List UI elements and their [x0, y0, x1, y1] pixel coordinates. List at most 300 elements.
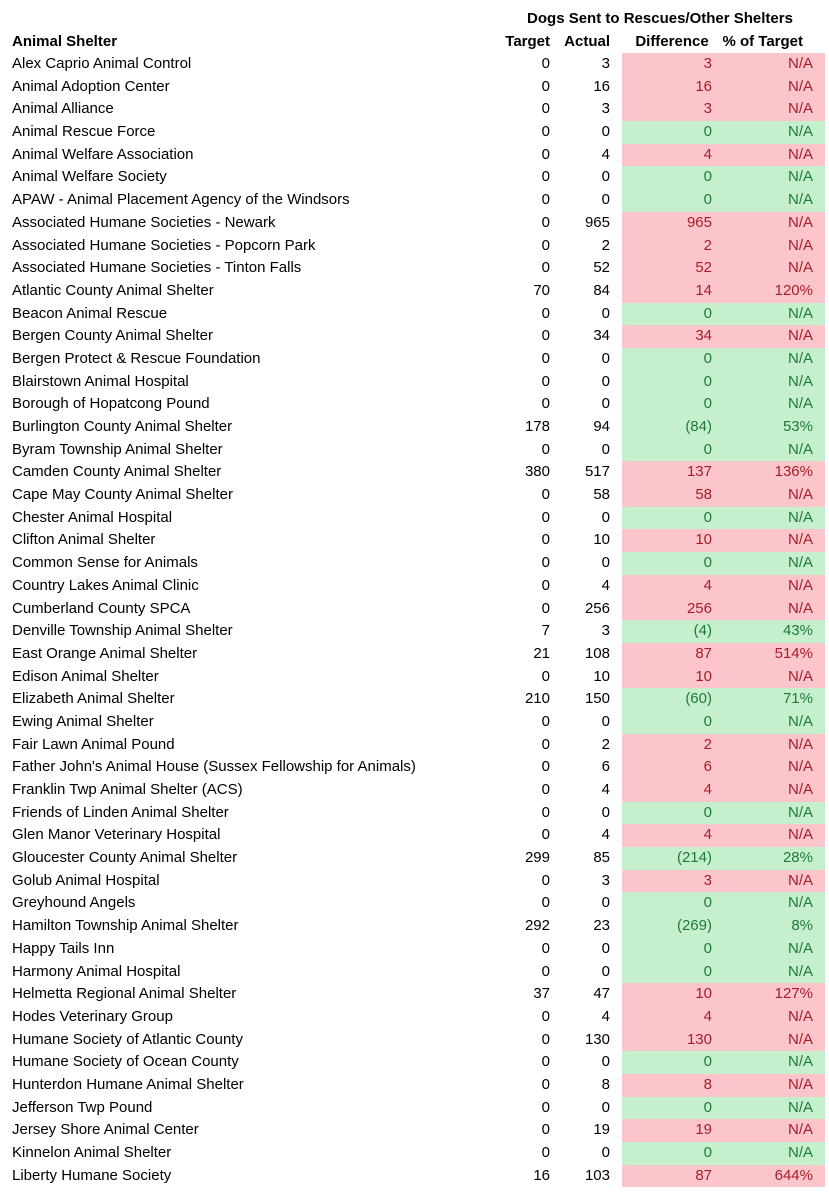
actual-cell: 34 [593, 327, 610, 345]
difference-cell: 4 [622, 1006, 722, 1029]
difference-cell: 52 [622, 257, 722, 280]
actual-cell: 0 [601, 554, 610, 572]
table-row [0, 575, 829, 598]
pct-of-target-cell: N/A [722, 1142, 825, 1165]
pct-of-target-cell: N/A [722, 552, 825, 575]
actual-cell: 3 [601, 55, 610, 72]
shelter-name-cell: Animal Alliance [12, 100, 114, 118]
table-row [0, 189, 829, 212]
actual-cell: 6 [601, 758, 610, 776]
target-cell: 70 [533, 281, 550, 299]
pct-of-target-cell: N/A [722, 1119, 825, 1142]
table-row [0, 779, 829, 802]
pct-of-target-cell: N/A [722, 257, 825, 280]
difference-cell: 3 [622, 53, 722, 76]
target-cell: 0 [541, 962, 550, 980]
pct-of-target-cell: N/A [722, 348, 825, 371]
pct-of-target-cell: N/A [722, 824, 825, 847]
target-cell: 0 [541, 531, 550, 549]
actual-cell: 256 [584, 599, 610, 617]
actual-cell: 4 [601, 1007, 610, 1025]
target-cell: 16 [533, 1166, 550, 1184]
shelter-name-cell: Greyhound Angels [12, 894, 136, 912]
difference-cell: 0 [622, 439, 722, 462]
difference-cell: (214) [622, 847, 722, 870]
pct-of-target-cell: N/A [722, 734, 825, 757]
difference-cell: 4 [622, 779, 722, 802]
actual-cell: 4 [601, 576, 610, 594]
pct-of-target-cell: N/A [722, 598, 825, 621]
shelter-name-cell: Cape May County Animal Shelter [12, 486, 233, 504]
target-cell: 0 [541, 735, 550, 753]
target-cell: 0 [541, 236, 550, 254]
target-cell: 0 [541, 712, 550, 730]
pct-of-target-cell: N/A [722, 1074, 825, 1097]
shelter-name-cell: Animal Welfare Society [12, 168, 167, 186]
difference-cell: 0 [622, 393, 722, 416]
column-header-pct-of-target: % of Target [722, 33, 803, 50]
difference-cell: 2 [622, 734, 722, 757]
table-row [0, 1097, 829, 1120]
target-cell: 0 [541, 77, 550, 95]
pct-of-target-cell: N/A [722, 575, 825, 598]
actual-cell: 3 [601, 100, 610, 118]
table-row [0, 552, 829, 575]
target-cell: 37 [533, 985, 550, 1003]
target-cell: 210 [524, 690, 550, 708]
shelter-name-cell: Blairstown Animal Hospital [12, 372, 189, 390]
actual-cell: 23 [593, 917, 610, 935]
actual-cell: 108 [584, 644, 610, 662]
shelter-name-cell: Father John's Animal House (Sussex Fellowship for Animals) [12, 758, 416, 776]
difference-cell: 0 [622, 802, 722, 825]
table-row [0, 235, 829, 258]
table-row [0, 76, 829, 99]
difference-cell: 6 [622, 756, 722, 779]
difference-cell: 87 [622, 643, 722, 666]
pct-of-target-cell: 514% [722, 643, 825, 666]
pct-of-target-cell: N/A [722, 711, 825, 734]
group-header-row [0, 0, 829, 30]
target-cell: 0 [541, 576, 550, 594]
column-header-target: Target [505, 33, 550, 50]
table-row [0, 1006, 829, 1029]
difference-cell: 4 [622, 144, 722, 167]
target-cell: 0 [541, 123, 550, 141]
table-row [0, 1165, 829, 1188]
actual-cell: 0 [601, 191, 610, 209]
target-cell: 0 [541, 1098, 550, 1116]
pct-of-target-cell: N/A [722, 507, 825, 530]
table-row [0, 1119, 829, 1142]
shelter-name-cell: Clifton Animal Shelter [12, 531, 156, 549]
shelter-name-cell: Jersey Shore Animal Center [12, 1121, 199, 1139]
pct-of-target-cell: N/A [722, 235, 825, 258]
shelter-name-cell: Friends of Linden Animal Shelter [12, 803, 229, 821]
difference-cell: 0 [622, 892, 722, 915]
pct-of-target-cell: N/A [722, 144, 825, 167]
pct-of-target-cell: N/A [722, 393, 825, 416]
actual-cell: 16 [593, 77, 610, 95]
difference-cell: 256 [622, 598, 722, 621]
actual-cell: 130 [584, 1030, 610, 1048]
pct-of-target-cell: N/A [722, 870, 825, 893]
table-row [0, 847, 829, 870]
difference-cell: 0 [622, 1142, 722, 1165]
difference-cell: 4 [622, 824, 722, 847]
table-row [0, 802, 829, 825]
shelter-name-cell: Bergen Protect & Rescue Foundation [12, 349, 261, 367]
target-cell: 0 [541, 939, 550, 957]
target-cell: 0 [541, 100, 550, 118]
difference-cell: 2 [622, 235, 722, 258]
actual-cell: 0 [601, 395, 610, 413]
pct-of-target-cell: N/A [722, 666, 825, 689]
difference-cell: 58 [622, 484, 722, 507]
actual-cell: 150 [584, 690, 610, 708]
actual-cell: 84 [593, 281, 610, 299]
pct-of-target-cell: 43% [722, 620, 825, 643]
pct-of-target-cell: 71% [722, 688, 825, 711]
shelter-name-cell: East Orange Animal Shelter [12, 644, 198, 662]
difference-cell: 0 [622, 189, 722, 212]
actual-cell: 3 [601, 871, 610, 889]
pct-of-target-cell: 120% [722, 280, 825, 303]
table-row [0, 507, 829, 530]
difference-cell: 0 [622, 1051, 722, 1074]
pct-of-target-cell: 127% [722, 983, 825, 1006]
target-cell: 0 [541, 1053, 550, 1071]
table-row [0, 393, 829, 416]
pct-of-target-cell: 28% [722, 847, 825, 870]
table-row [0, 870, 829, 893]
target-cell: 292 [524, 917, 550, 935]
target-cell: 0 [541, 1121, 550, 1139]
table-row [0, 371, 829, 394]
target-cell: 0 [541, 168, 550, 186]
difference-cell: 0 [622, 303, 722, 326]
difference-cell: 0 [622, 121, 722, 144]
pct-of-target-cell: N/A [722, 76, 825, 99]
actual-cell: 4 [601, 145, 610, 163]
actual-cell: 47 [593, 985, 610, 1003]
target-cell: 0 [541, 327, 550, 345]
target-cell: 0 [541, 781, 550, 798]
shelter-name-cell: Ewing Animal Shelter [12, 712, 154, 730]
actual-cell: 0 [601, 1098, 610, 1116]
table-row [0, 983, 829, 1006]
target-cell: 0 [541, 894, 550, 912]
table-row [0, 212, 829, 235]
table-row [0, 756, 829, 779]
difference-cell: 0 [622, 166, 722, 189]
pct-of-target-cell: N/A [722, 212, 825, 235]
table-row [0, 734, 829, 757]
pct-of-target-cell: 644% [722, 1165, 825, 1188]
table-row [0, 53, 829, 76]
difference-cell: 34 [622, 325, 722, 348]
difference-cell: 14 [622, 280, 722, 303]
actual-cell: 58 [593, 486, 610, 504]
table-row [0, 643, 829, 666]
actual-cell: 52 [593, 259, 610, 277]
table-row [0, 280, 829, 303]
difference-cell: 4 [622, 575, 722, 598]
shelter-name-cell: Helmetta Regional Animal Shelter [12, 985, 237, 1003]
difference-cell: (269) [622, 915, 722, 938]
target-cell: 0 [541, 871, 550, 889]
target-cell: 0 [541, 395, 550, 413]
difference-cell: 0 [622, 371, 722, 394]
table-row [0, 439, 829, 462]
difference-cell: (84) [622, 416, 722, 439]
column-header-animal-shelter: Animal Shelter [12, 33, 118, 50]
actual-cell: 0 [601, 440, 610, 458]
target-cell: 0 [541, 213, 550, 231]
shelter-name-cell: Elizabeth Animal Shelter [12, 690, 175, 708]
pct-of-target-cell: N/A [722, 1097, 825, 1120]
difference-cell: 0 [622, 938, 722, 961]
table-row [0, 461, 829, 484]
pct-of-target-cell: N/A [722, 98, 825, 121]
table-row [0, 348, 829, 371]
actual-cell: 0 [601, 962, 610, 980]
actual-cell: 0 [601, 712, 610, 730]
table-row [0, 938, 829, 961]
shelter-name-cell: Denville Township Animal Shelter [12, 622, 233, 640]
shelter-name-cell: Beacon Animal Rescue [12, 304, 168, 322]
shelter-name-cell: Camden County Animal Shelter [12, 463, 222, 481]
shelter-name-cell: Franklin Twp Animal Shelter (ACS) [12, 781, 243, 798]
pct-of-target-cell: 53% [722, 416, 825, 439]
pct-of-target-cell: N/A [722, 53, 825, 76]
actual-cell: 0 [601, 803, 610, 821]
actual-cell: 0 [601, 304, 610, 322]
difference-cell: 16 [622, 76, 722, 99]
target-cell: 0 [541, 304, 550, 322]
pct-of-target-cell: N/A [722, 1029, 825, 1052]
pct-of-target-cell: N/A [722, 189, 825, 212]
table-row [0, 961, 829, 984]
shelter-name-cell: Hodes Veterinary Group [12, 1007, 173, 1025]
table-row [0, 666, 829, 689]
target-cell: 0 [541, 191, 550, 209]
target-cell: 0 [541, 1144, 550, 1161]
pct-of-target-cell: N/A [722, 484, 825, 507]
table-row [0, 711, 829, 734]
target-cell: 0 [541, 440, 550, 458]
difference-cell: 0 [622, 961, 722, 984]
pct-of-target-cell: 136% [722, 461, 825, 484]
table-row [0, 824, 829, 847]
column-header-actual: Actual [564, 33, 610, 50]
difference-cell: 3 [622, 870, 722, 893]
shelter-name-cell: Associated Humane Societies - Tinton Falls [12, 259, 302, 277]
shelter-name-cell: Byram Township Animal Shelter [12, 440, 223, 458]
table-row [0, 1029, 829, 1052]
actual-cell: 2 [601, 735, 610, 753]
table-row [0, 620, 829, 643]
pct-of-target-cell: N/A [722, 892, 825, 915]
table-body [0, 53, 829, 1187]
difference-cell: 87 [622, 1165, 722, 1188]
shelter-name-cell: Associated Humane Societies - Newark [12, 213, 276, 231]
table-row [0, 257, 829, 280]
table-row [0, 688, 829, 711]
target-cell: 0 [541, 1007, 550, 1025]
actual-cell: 517 [584, 463, 610, 481]
actual-cell: 19 [593, 1121, 610, 1139]
difference-cell: 0 [622, 552, 722, 575]
shelter-name-cell: Common Sense for Animals [12, 554, 198, 572]
pct-of-target-cell: 8% [722, 915, 825, 938]
difference-cell: (4) [622, 620, 722, 643]
difference-cell: 19 [622, 1119, 722, 1142]
pct-of-target-cell: N/A [722, 1051, 825, 1074]
target-cell: 0 [541, 826, 550, 844]
table-row [0, 303, 829, 326]
actual-cell: 0 [601, 939, 610, 957]
shelter-name-cell: Hunterdon Humane Animal Shelter [12, 1075, 244, 1093]
shelter-name-cell: APAW - Animal Placement Agency of the Windsors [12, 191, 350, 209]
shelter-name-cell: Animal Rescue Force [12, 123, 156, 141]
actual-cell: 965 [584, 213, 610, 231]
pct-of-target-cell: N/A [722, 961, 825, 984]
table-row [0, 915, 829, 938]
table-row [0, 416, 829, 439]
shelter-name-cell: Bergen County Animal Shelter [12, 327, 213, 345]
shelter-name-cell: Kinnelon Animal Shelter [12, 1144, 172, 1161]
target-cell: 0 [541, 1075, 550, 1093]
actual-cell: 0 [601, 372, 610, 390]
actual-cell: 85 [593, 849, 610, 867]
table-row [0, 144, 829, 167]
difference-cell: 10 [622, 983, 722, 1006]
target-cell: 0 [541, 372, 550, 390]
table-row [0, 1074, 829, 1097]
shelter-name-cell: Alex Caprio Animal Control [12, 55, 192, 72]
shelter-name-cell: Animal Adoption Center [12, 77, 170, 95]
difference-cell: 130 [622, 1029, 722, 1052]
actual-cell: 4 [601, 826, 610, 844]
pct-of-target-cell: N/A [722, 529, 825, 552]
table-row [0, 1142, 829, 1165]
difference-cell: 965 [622, 212, 722, 235]
actual-cell: 0 [601, 349, 610, 367]
target-cell: 21 [533, 644, 550, 662]
target-cell: 0 [541, 803, 550, 821]
shelter-name-cell: Country Lakes Animal Clinic [12, 576, 199, 594]
actual-cell: 8 [601, 1075, 610, 1093]
pct-of-target-cell: N/A [722, 439, 825, 462]
actual-cell: 0 [601, 1053, 610, 1071]
target-cell: 0 [541, 145, 550, 163]
table-row [0, 529, 829, 552]
actual-cell: 0 [601, 894, 610, 912]
difference-cell: 8 [622, 1074, 722, 1097]
target-cell: 0 [541, 259, 550, 277]
column-header-row [0, 30, 829, 53]
difference-cell: 0 [622, 1097, 722, 1120]
table-row [0, 1051, 829, 1074]
target-cell: 380 [524, 463, 550, 481]
pct-of-target-cell: N/A [722, 121, 825, 144]
shelter-name-cell: Chester Animal Hospital [12, 508, 173, 526]
table-row [0, 98, 829, 121]
group-header-title: Dogs Sent to Rescues/Other Shelters [527, 10, 793, 27]
table-row [0, 121, 829, 144]
shelter-name-cell: Humane Society of Ocean County [12, 1053, 239, 1071]
shelter-name-cell: Glen Manor Veterinary Hospital [12, 826, 221, 844]
target-cell: 0 [541, 1030, 550, 1048]
pct-of-target-cell: N/A [722, 166, 825, 189]
shelter-name-cell: Liberty Humane Society [12, 1166, 172, 1184]
target-cell: 0 [541, 486, 550, 504]
target-cell: 178 [524, 418, 550, 435]
pct-of-target-cell: N/A [722, 1006, 825, 1029]
table-row [0, 166, 829, 189]
target-cell: 0 [541, 758, 550, 776]
difference-cell: 0 [622, 711, 722, 734]
target-cell: 0 [541, 508, 550, 526]
difference-cell: 10 [622, 529, 722, 552]
table-row [0, 484, 829, 507]
shelter-name-cell: Animal Welfare Association [12, 145, 194, 163]
actual-cell: 10 [593, 531, 610, 549]
actual-cell: 4 [601, 781, 610, 798]
pct-of-target-cell: N/A [722, 802, 825, 825]
column-header-difference: Difference [635, 33, 709, 50]
difference-cell: 10 [622, 666, 722, 689]
actual-cell: 0 [601, 123, 610, 141]
shelter-name-cell: Jefferson Twp Pound [12, 1098, 153, 1116]
target-cell: 0 [541, 667, 550, 685]
actual-cell: 0 [601, 168, 610, 186]
shelter-name-cell: Associated Humane Societies - Popcorn Park [12, 236, 316, 254]
actual-cell: 103 [584, 1166, 610, 1184]
target-cell: 0 [541, 599, 550, 617]
shelter-name-cell: Golub Animal Hospital [12, 871, 160, 889]
actual-cell: 0 [601, 1144, 610, 1161]
target-cell: 0 [541, 554, 550, 572]
shelter-name-cell: Gloucester County Animal Shelter [12, 849, 238, 867]
actual-cell: 2 [601, 236, 610, 254]
shelter-name-cell: Happy Tails Inn [12, 939, 115, 957]
pct-of-target-cell: N/A [722, 325, 825, 348]
shelter-name-cell: Hamilton Township Animal Shelter [12, 917, 239, 935]
target-cell: 0 [541, 55, 550, 72]
shelter-name-cell: Burlington County Animal Shelter [12, 418, 233, 435]
target-cell: 7 [541, 622, 550, 640]
actual-cell: 10 [593, 667, 610, 685]
difference-cell: 3 [622, 98, 722, 121]
shelter-name-cell: Cumberland County SPCA [12, 599, 191, 617]
target-cell: 299 [524, 849, 550, 867]
table-row [0, 892, 829, 915]
difference-cell: 0 [622, 507, 722, 530]
shelter-name-cell: Harmony Animal Hospital [12, 962, 181, 980]
difference-cell: 137 [622, 461, 722, 484]
target-cell: 0 [541, 349, 550, 367]
difference-cell: 0 [622, 348, 722, 371]
pct-of-target-cell: N/A [722, 779, 825, 802]
shelter-name-cell: Humane Society of Atlantic County [12, 1030, 243, 1048]
shelter-name-cell: Atlantic County Animal Shelter [12, 281, 214, 299]
pct-of-target-cell: N/A [722, 938, 825, 961]
pct-of-target-cell: N/A [722, 303, 825, 326]
shelter-name-cell: Edison Animal Shelter [12, 667, 159, 685]
pct-of-target-cell: N/A [722, 756, 825, 779]
